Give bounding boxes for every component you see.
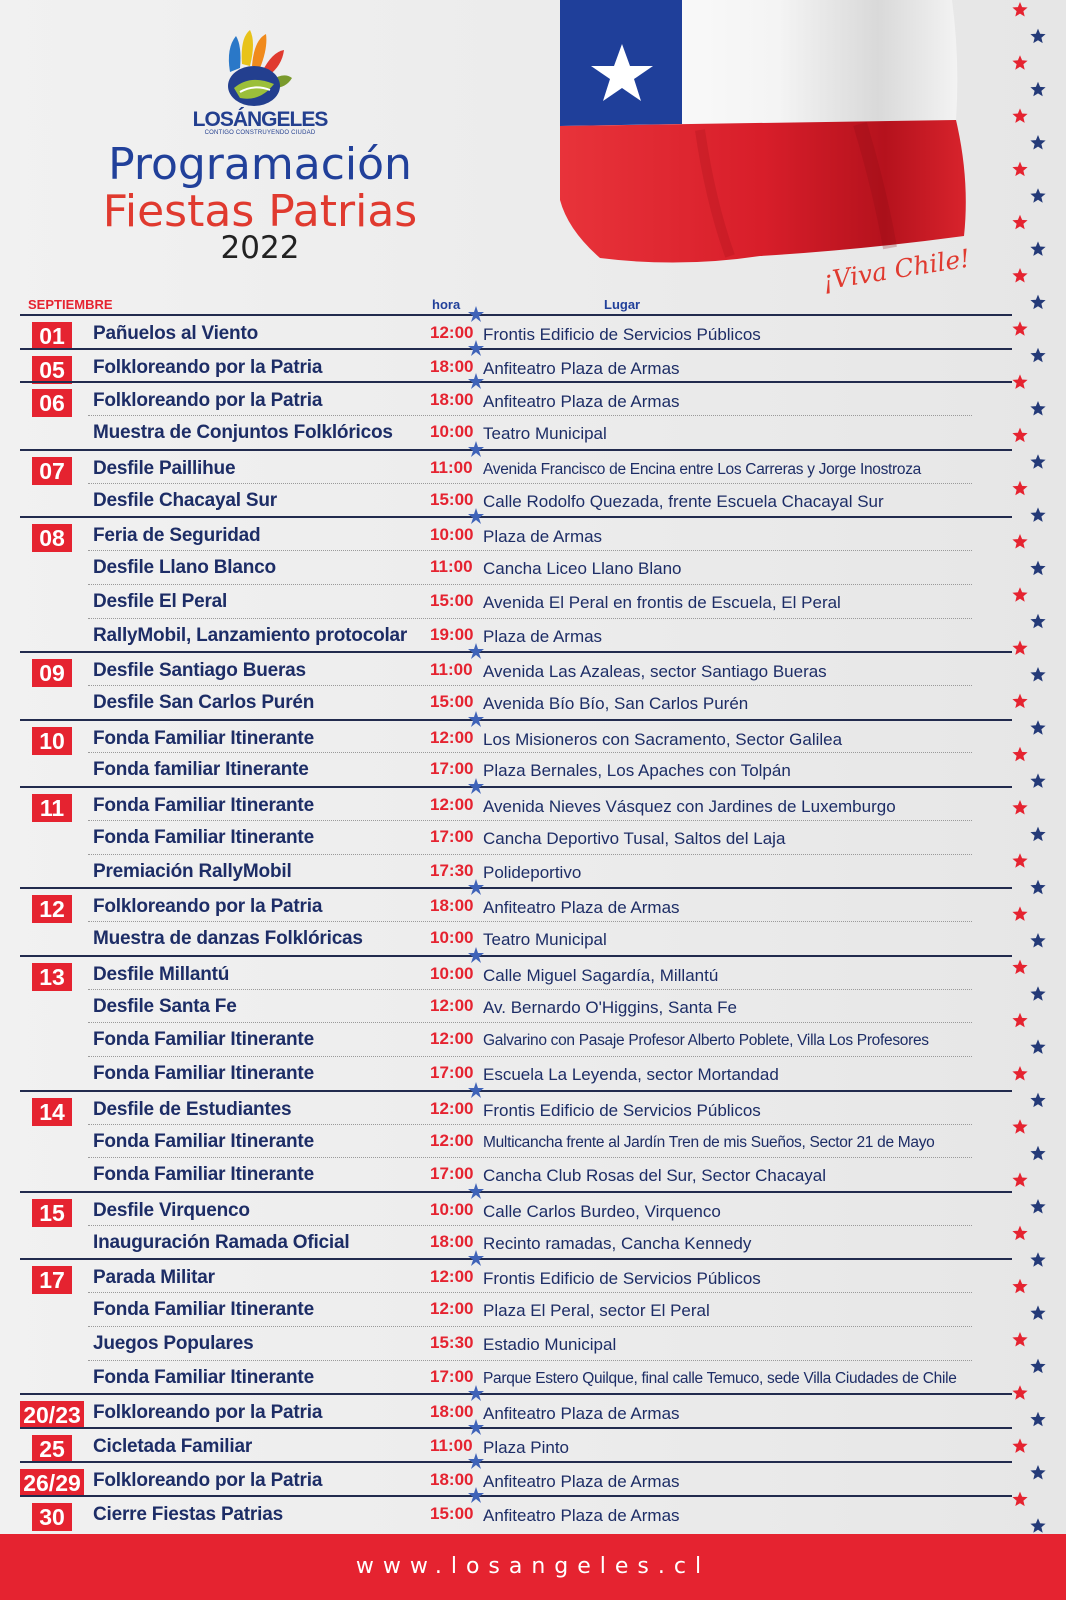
star-icon	[468, 1082, 484, 1098]
event-place: Calle Carlos Burdeo, Virquenco	[483, 1201, 721, 1221]
event-time: 15:00	[430, 489, 474, 509]
red-star-icon	[1012, 960, 1027, 975]
red-star-icon	[1012, 587, 1027, 602]
event-time: 10:00	[430, 928, 474, 948]
event-time: 11:00	[430, 457, 473, 477]
event-place: Calle Miguel Sagardía, Millantú	[483, 965, 719, 985]
day-badge: 11	[32, 794, 72, 822]
day-badge: 12	[32, 895, 72, 923]
event-time: 17:00	[430, 826, 474, 846]
event-time: 12:00	[430, 795, 474, 815]
event-place: Plaza Bernales, Los Apaches con Tolpán	[483, 761, 791, 781]
table-row	[20, 1056, 1012, 1090]
event-time: 18:00	[430, 1402, 474, 1422]
star-icon	[468, 947, 484, 963]
event-time: 15:30	[430, 1332, 474, 1352]
website-link[interactable]: www.losangeles.cl	[355, 1554, 711, 1579]
viva-chile-script: ¡Viva Chile!	[820, 243, 973, 296]
stars-border-decoration	[1010, 0, 1066, 1545]
event-time: 11:00	[430, 660, 473, 680]
event-name: Fonda Familiar Itinerante	[93, 1366, 314, 1388]
event-time: 10:00	[430, 525, 474, 545]
event-place: Cancha Club Rosas del Sur, Sector Chacayal	[483, 1166, 827, 1186]
table-row	[20, 651, 1012, 687]
event-time: 12:00	[430, 1130, 474, 1150]
event-time: 17:00	[430, 1063, 474, 1083]
table-row	[20, 1022, 1012, 1056]
red-star-icon	[1012, 428, 1027, 443]
event-place: Cancha Deportivo Tusal, Saltos del Laja	[483, 828, 786, 848]
red-star-icon	[1012, 321, 1027, 336]
event-time: 18:00	[430, 390, 474, 410]
table-row	[20, 955, 1012, 991]
place-header: Lugar	[604, 297, 641, 312]
blue-star-icon	[1030, 454, 1045, 469]
event-name: Folkloreando por la Patria	[93, 896, 323, 918]
event-place: Escuela La Leyenda, sector Mortandad	[483, 1065, 779, 1085]
red-star-icon	[1012, 2, 1027, 17]
table-row	[20, 1495, 1012, 1531]
day-badge: 20/23	[20, 1401, 84, 1429]
blue-star-icon	[1030, 561, 1045, 576]
event-name: Desfile Santiago Bueras	[93, 660, 306, 682]
event-name: Muestra de Conjuntos Folklóricos	[93, 422, 393, 444]
blue-star-icon	[1030, 348, 1045, 363]
event-time: 18:00	[430, 1469, 474, 1489]
event-name: Muestra de danzas Folklóricas	[93, 928, 363, 950]
event-place: Estadio Municipal	[483, 1334, 617, 1354]
day-badge: 14	[32, 1098, 72, 1126]
blue-star-icon	[1030, 507, 1045, 522]
day-badge: 05	[32, 356, 72, 384]
star-icon	[468, 778, 484, 794]
event-place: Frontis Edificio de Servicios Públicos	[483, 1100, 761, 1120]
day-badge: 06	[32, 389, 72, 417]
day-badge: 10	[32, 727, 72, 755]
table-row	[20, 1461, 1012, 1497]
star-icon	[468, 879, 484, 895]
event-time: 18:00	[430, 1231, 474, 1251]
red-star-icon	[1012, 906, 1027, 921]
table-row	[20, 550, 1012, 584]
title-year: 2022	[220, 230, 300, 266]
star-icon	[468, 1487, 484, 1503]
event-name: Cierre Fiestas Patrias	[93, 1503, 283, 1525]
red-star-icon	[1012, 1332, 1027, 1347]
table-row	[20, 786, 1012, 822]
blue-star-icon	[1030, 295, 1045, 310]
title-fiestas-patrias: Fiestas Patrias	[102, 186, 418, 237]
event-place: Avenida Las Azaleas, sector Santiago Bueras	[483, 662, 827, 682]
event-time: 12:00	[430, 323, 474, 342]
day-badge: 25	[32, 1435, 72, 1463]
star-icon	[468, 441, 484, 457]
event-time: 12:00	[430, 995, 474, 1015]
day-badge: 01	[32, 322, 72, 350]
red-star-icon	[1012, 481, 1027, 496]
event-place: Multicancha frente al Jardín Tren de mis Sueños, Sector 21 de Mayo	[483, 1133, 935, 1151]
event-time: 10:00	[430, 422, 474, 442]
blue-star-icon	[1030, 1412, 1045, 1427]
event-name: Desfile Paillihue	[93, 457, 236, 479]
blue-star-icon	[1030, 880, 1045, 895]
star-icon	[468, 643, 484, 659]
table-row	[20, 618, 1012, 652]
event-name: Folkloreando por la Patria	[93, 1469, 323, 1491]
logo-wordmark: LOSÁNGELES	[192, 108, 328, 131]
red-star-icon	[1012, 1385, 1027, 1400]
event-time: 18:00	[430, 356, 474, 376]
event-place: Frontis Edificio de Servicios Públicos	[483, 1269, 761, 1289]
table-row	[20, 989, 1012, 1023]
red-star-icon	[1012, 1492, 1027, 1507]
event-name: Fonda Familiar Itinerante	[93, 826, 314, 848]
event-name: Desfile Santa Fe	[93, 995, 237, 1017]
event-name: Fonda Familiar Itinerante	[93, 1063, 314, 1085]
star-icon	[468, 1250, 484, 1266]
event-name: Parada Militar	[93, 1267, 215, 1289]
event-time: 15:00	[430, 590, 474, 610]
table-row	[20, 314, 1012, 350]
event-time: 12:00	[430, 727, 474, 747]
event-name: Inauguración Ramada Oficial	[93, 1231, 350, 1253]
blue-star-icon	[1030, 1518, 1045, 1533]
table-row	[20, 921, 1012, 955]
event-name: Desfile Millantú	[93, 963, 230, 985]
star-icon	[468, 373, 484, 389]
red-star-icon	[1012, 108, 1027, 123]
blue-star-icon	[1030, 1359, 1045, 1374]
table-row	[20, 1124, 1012, 1158]
table-row	[20, 584, 1012, 618]
blue-star-icon	[1030, 1305, 1045, 1320]
event-place: Plaza de Armas	[483, 626, 603, 646]
event-time: 17:00	[430, 759, 474, 779]
blue-star-icon	[1030, 1199, 1045, 1214]
table-row	[20, 1360, 1012, 1394]
table-row	[20, 483, 1012, 517]
red-star-icon	[1012, 1013, 1027, 1028]
event-place: Los Misioneros con Sacramento, Sector Galilea	[483, 729, 843, 749]
logo-tagline: CONTIGO CONSTRUYENDO CIUDAD	[204, 130, 316, 136]
event-place: Anfiteatro Plaza de Armas	[483, 1505, 680, 1525]
red-star-icon	[1012, 1172, 1027, 1187]
event-time: 17:00	[430, 1366, 474, 1386]
red-star-icon	[1012, 747, 1027, 762]
event-name: Desfile San Carlos Purén	[93, 692, 315, 714]
event-name: Feria de Seguridad	[93, 525, 261, 547]
star-icon	[468, 1419, 484, 1435]
table-row	[20, 1157, 1012, 1191]
event-time: 12:00	[430, 1029, 474, 1049]
event-name: Fonda Familiar Itinerante	[93, 1299, 314, 1321]
table-row	[20, 381, 1012, 417]
red-star-icon	[1012, 534, 1027, 549]
event-place: Cancha Liceo Llano Blano	[483, 559, 682, 579]
hour-header: hora	[432, 297, 461, 312]
blue-star-icon	[1030, 614, 1045, 629]
table-row	[20, 1326, 1012, 1360]
blue-star-icon	[1030, 29, 1045, 43]
event-place: Parque Estero Quilque, final calle Temuco, sede Villa Ciudades de Chile	[483, 1369, 957, 1387]
event-name: RallyMobil, Lanzamiento protocolar	[93, 624, 408, 646]
blue-star-icon	[1030, 667, 1045, 682]
event-name: Folkloreando por la Patria	[93, 1402, 323, 1424]
table-row	[20, 887, 1012, 923]
event-time: 12:00	[430, 1267, 474, 1287]
event-place: Avenida Francisco de Encina entre Los Carreras y Jorge Inostroza	[483, 460, 921, 478]
red-star-icon	[1012, 55, 1027, 69]
table-row	[20, 1292, 1012, 1326]
event-place: Anfiteatro Plaza de Armas	[483, 1471, 680, 1491]
red-star-icon	[1012, 800, 1027, 815]
event-name: Fonda Familiar Itinerante	[93, 1164, 314, 1186]
event-time: 15:00	[430, 692, 474, 712]
day-badge: 13	[32, 963, 72, 991]
blue-star-icon	[1030, 773, 1045, 788]
table-row	[20, 449, 1012, 485]
table-row	[20, 685, 1012, 719]
event-place: Av. Bernardo O'Higgins, Santa Fe	[483, 997, 737, 1017]
event-name: Premiación RallyMobil	[93, 860, 292, 882]
star-icon	[468, 340, 484, 356]
event-place: Calle Rodolfo Quezada, frente Escuela Chacayal Sur	[483, 491, 884, 511]
red-star-icon	[1012, 853, 1027, 868]
event-time: 15:00	[430, 1503, 474, 1523]
red-star-icon	[1012, 1438, 1027, 1453]
event-name: Desfile Virquenco	[93, 1199, 250, 1221]
red-star-icon	[1012, 694, 1027, 709]
star-icon	[468, 1385, 484, 1401]
event-name: Fonda familiar Itinerante	[93, 759, 309, 781]
event-name: Folkloreando por la Patria	[93, 356, 323, 378]
title-programacion: Programación	[108, 139, 412, 190]
table-row	[20, 1393, 1012, 1429]
red-star-icon	[1012, 162, 1027, 177]
event-time: 19:00	[430, 624, 474, 644]
blue-star-icon	[1030, 401, 1045, 416]
event-time: 18:00	[430, 896, 474, 916]
day-badge: 07	[32, 457, 72, 485]
red-star-icon	[1012, 1226, 1027, 1241]
day-badge: 30	[32, 1503, 72, 1531]
event-time: 11:00	[430, 557, 473, 577]
event-place: Frontis Edificio de Servicios Públicos	[483, 325, 761, 344]
blue-star-icon	[1030, 135, 1045, 150]
red-star-icon	[1012, 268, 1027, 283]
table-row	[20, 854, 1012, 888]
red-star-icon	[1012, 640, 1027, 655]
table-row	[20, 1090, 1012, 1126]
blue-star-icon	[1030, 720, 1045, 735]
event-place: Plaza de Armas	[483, 527, 603, 547]
table-row	[20, 1427, 1012, 1463]
blue-star-icon	[1030, 82, 1045, 97]
blue-star-icon	[1030, 986, 1045, 1001]
table-row	[20, 415, 1012, 449]
blue-star-icon	[1030, 933, 1045, 948]
event-place: Avenida El Peral en frontis de Escuela, El Peral	[483, 592, 841, 612]
footer-bar	[0, 1534, 1066, 1600]
star-icon	[468, 1183, 484, 1199]
red-star-icon	[1012, 215, 1027, 230]
day-badge: 09	[32, 659, 72, 687]
event-time: 12:00	[430, 1299, 474, 1319]
event-time: 17:00	[430, 1164, 474, 1184]
event-place: Anfiteatro Plaza de Armas	[483, 1404, 680, 1424]
table-row	[20, 1191, 1012, 1227]
event-name: Fonda Familiar Itinerante	[93, 1029, 314, 1051]
table-row	[20, 348, 1012, 384]
event-place: Polideportivo	[483, 862, 582, 882]
event-place: Recinto ramadas, Cancha Kennedy	[483, 1233, 752, 1253]
event-place: Anfiteatro Plaza de Armas	[483, 898, 680, 918]
event-place: Plaza El Peral, sector El Peral	[483, 1301, 710, 1321]
event-name: Fonda Familiar Itinerante	[93, 727, 314, 749]
event-name: Desfile Chacayal Sur	[93, 489, 277, 511]
day-badge: 17	[32, 1266, 72, 1294]
star-icon	[468, 711, 484, 727]
event-name: Pañuelos al Viento	[93, 323, 258, 344]
blue-star-icon	[1030, 1146, 1045, 1161]
table-row	[20, 719, 1012, 755]
blue-star-icon	[1030, 1252, 1045, 1267]
event-name: Fonda Familiar Itinerante	[93, 795, 314, 817]
event-time: 17:30	[430, 860, 474, 880]
month-header: SEPTIEMBRE	[28, 297, 113, 312]
event-name: Fonda Familiar Itinerante	[93, 1130, 314, 1152]
table-row	[20, 1225, 1012, 1259]
blue-star-icon	[1030, 1465, 1045, 1480]
event-name: Desfile El Peral	[93, 590, 228, 612]
event-place: Avenida Nieves Vásquez con Jardines de Luxemburgo	[483, 797, 896, 817]
event-time: 12:00	[430, 1098, 474, 1118]
event-place: Teatro Municipal	[483, 930, 607, 950]
event-place: Teatro Municipal	[483, 424, 607, 444]
event-name: Juegos Populares	[93, 1332, 254, 1354]
event-name: Cicletada Familiar	[93, 1436, 253, 1458]
blue-star-icon	[1030, 188, 1045, 203]
blue-star-icon	[1030, 827, 1045, 842]
red-star-icon	[1012, 1119, 1027, 1134]
event-time: 10:00	[430, 1199, 474, 1219]
event-place: Plaza Pinto	[483, 1438, 569, 1458]
table-row	[20, 820, 1012, 854]
red-star-icon	[1012, 1066, 1027, 1081]
event-place: Avenida Bío Bío, San Carlos Purén	[483, 694, 749, 714]
day-badge: 15	[32, 1199, 72, 1227]
blue-star-icon	[1030, 1093, 1045, 1108]
day-badge: 08	[32, 524, 72, 552]
red-star-icon	[1012, 374, 1027, 389]
event-name: Desfile Llano Blanco	[93, 557, 276, 579]
blue-star-icon	[1030, 1039, 1045, 1054]
table-row	[20, 752, 1012, 786]
event-time: 11:00	[430, 1436, 473, 1456]
table-row	[20, 1258, 1012, 1294]
star-icon	[468, 508, 484, 524]
table-row	[20, 516, 1012, 552]
event-name: Desfile de Estudiantes	[93, 1098, 292, 1120]
day-badge: 26/29	[20, 1469, 84, 1497]
event-place: Anfiteatro Plaza de Armas	[483, 358, 680, 378]
star-icon	[468, 1453, 484, 1469]
star-icon	[468, 306, 484, 322]
event-place: Anfiteatro Plaza de Armas	[483, 392, 680, 412]
event-name: Folkloreando por la Patria	[93, 390, 323, 412]
event-place: Galvarino con Pasaje Profesor Alberto Poblete, Villa Los Profesores	[483, 1032, 929, 1050]
blue-star-icon	[1030, 241, 1045, 256]
red-star-icon	[1012, 1279, 1027, 1294]
event-time: 10:00	[430, 963, 474, 983]
